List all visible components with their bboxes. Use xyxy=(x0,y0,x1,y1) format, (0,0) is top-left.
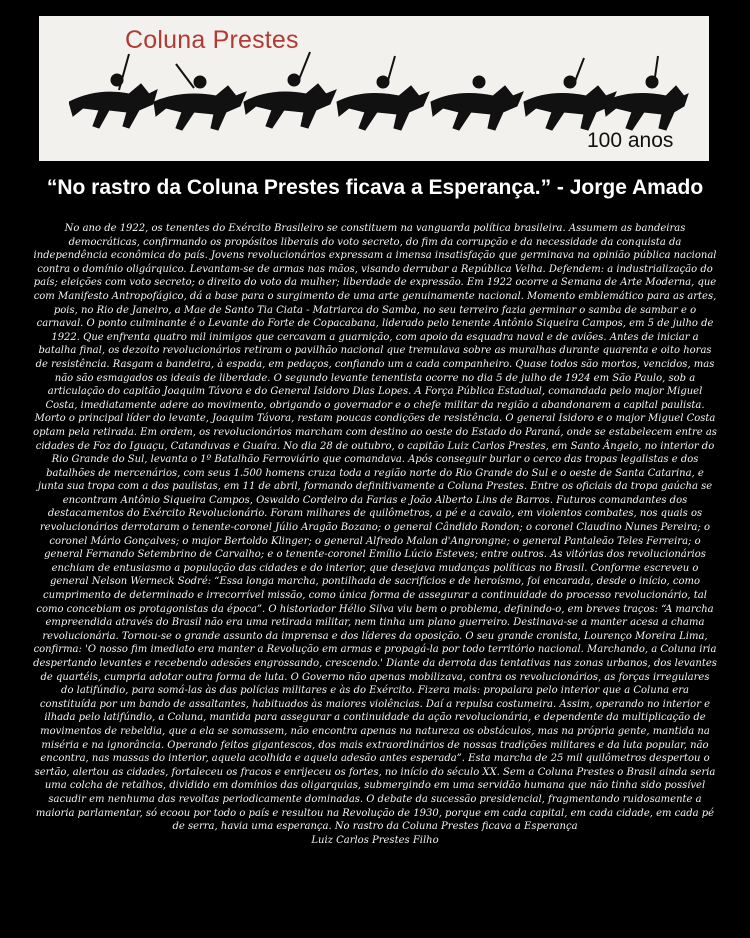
banner-subtitle: 100 anos xyxy=(587,129,674,152)
rider-4 xyxy=(337,56,429,130)
rider-3 xyxy=(244,52,336,128)
banner xyxy=(39,16,709,161)
rider-1 xyxy=(69,54,157,128)
rider-2 xyxy=(154,64,246,130)
author-signature: Luiz Carlos Prestes Filho xyxy=(311,834,439,846)
banner-title: Coluna Prestes xyxy=(125,26,299,54)
rider-6 xyxy=(524,58,616,130)
article-text: No ano de 1922, os tenentes do Exército Brasileiro se constituem na vanguarda política brasileira. Assumem as bandeiras democráticas, confirmando os propósitos liberais do voto secreto, do fim da corrupção e da necessidade da conquista da independência econômica do país. Jovens revolucionários expressam a imensa insatisfação que germinava na opinião pública nacional contra o domínio oligárquico. Levantam-se de armas nas mãos, visando derrubar a República Velha. Defendem: a industrialização do país; eleições com voto secreto; o direito do voto da mulher; liberdade de expressão. Em 1922 ocorre a Semana de Arte Moderna, que com Manifesto Antropofágico, dá a base para o surgimento de uma arte genuinamente nacional. Momento emblemático para as artes, pois, no Rio de Janeiro, a Mae de Santo Tia Ciata - Matriarca do Samba, no seu terreiro fazia germinar o samba de sambar e o carnaval. O ponto culminante é o Levante do Forte de Copacabana, liderado pelo tenente Antônio Siqueira Campos, em 5 de julho de 1922. Que enfrenta quatro mil inimigos que cercavam a guarnição, com apoio da esquadra naval e de aviões. Antes de iniciar a batalha final, os dezoito revolucionários retiram o pavilhão nacional que tremulava sobre as muralhas durante quarenta e oito horas de resistência. Rasgam a bandeira, à espada, em pedaços, confiando um a cada companheiro. Quase todos são mortos, vencidos, mas não são esmagados os ideais de liberdade. O segundo levante tenentista ocorre no dia 5 de julho de 1924 em São Paulo, sob a articulação do capitão Joaquim Távora e do General Isidoro Dias Lopes. A Força Pública Estadual, comandada pelo major Miguel Costa, imediatamente adere ao movimento, obrigando o governador e o chefe militar da região a abandonarem a capital paulista. Morto o principal líder do levante, Joaquim Távora, restam poucas condições de resistência. O general Isidoro e o major Miguel Costa optam pela retirada. Em ordem, os revolucionários marcham com destino ao oeste do Estado do Paraná, onde se estabelecem entre as cidades de Foz do Iguaçu, Catanduvas e Guaíra. No dia 28 de outubro, o capitão Luiz Carlos Prestes, em Santo Ângelo, no interior do Rio Grande do Sul, levanta o 1º Batalhão Ferroviário que comandava. Após conseguir burlar o cerco das tropas legalistas e dos batalhões de mercenários, com seus 1.500 homens cruza toda a região norte do Rio Grande do Sul e o oeste de Santa Catarina, e junta sua tropa com a dos paulistas, em 11 de abril, formando definitivamente a Coluna Prestes. Entre os oficiais da tropa gaúcha se encontram Antônio Siqueira Campos, Oswaldo Cordeiro da Farias e João Alberto Lins de Barros. Futuros comandantes dos destacamentos do Exército Revolucionário. Foram milhares de quilômetros, a pé e a cavalo, em violentos combates, nos quais os revolucionários derrotaram o tenente-coronel Júlio Aragão Bozano; o general Cândido Rondon; o coronel Claudino Nunes Pereira; o coronel Mário Gonçalves; o major Bertoldo Klinger; o general Alfredo Malan d'Angrongne; o general Pantaleão Teles Ferreira; o general Fernando Setembrino de Carvalho; e o tenente-coronel Emílio Lúcio Esteves; entre outros. As vitórias dos revolucionários enchiam de entusiasmo a população das cidades e do interior, que desejava mudanças políticas no Brasil. Conforme escreveu o general Nelson Werneck Sodré: “Essa longa marcha, pontilhada de sacrifícios e de heroísmo, foi encarada, desde o início, como cumprimento de determinado e irrecorrível missão, como única forma de assegurar a continuidade do processo revolucionário, tal como concebiam os protagonistas da época”. O historiador Hélio Silva viu bem o problema, definindo-o, em breves traços: “A marcha empreendida através do Brasil não era uma retirada militar, nem tinha um plano guerreiro. Destinava-se a manter acesa a chama revolucionária. Tornou-se o grande assunto da imprensa e dos líderes da oposição. O seu grande cronista, Lourenço Moreira Lima, confirma: 'O nosso fim imediato era manter a Revolução em armas e propagá-la por todo território nacional. Marchando, a Coluna iria despertando levantes e recebendo adesões engrossando, crescendo.' Diante da derrota das tentativas nas zonas urbanos, dos levantes de quartéis, cumpria adotar outra forma de luta. O Governo não apenas mobilizava, contra os revolucionários, as forças irregulares do latifúndio, para somá-las às das polícias militares e às do Exército. Fizera mais: propalara pelo interior que a Coluna era constituída por um bando de assaltantes, habituados às maiores violências. Daí a repulsa costumeira. Assim, operando no interior e ilhada pelo latifúndio, a Coluna, mantida para assegurar a continuidade da ação revolucionária, e dependente da multiplicação de movimentos de rebeldia, que a ela se somassem, não encontra apenas na natureza os obstáculos, mas na própria gente, mantida na miséria e na ignorância. Operando feitos gigantescos, dos mais extraordinários de nossas tradições militares e da luta popular, não encontra, nas massas do interior, aquela acolhida e aquela adesão antes esperada”. Esta marcha de 25 mil quilômetros despertou o sertão, alertou as cidades, fortaleceu os fracos e enrijeceu os fortes, no início do século XX. Sem a Coluna Prestes o Brasil ainda seria uma colcha de retalhos, dividido em domínios das oligarquias, submergindo em uma servidão humana que não tinha sido possível sacudir em nenhuma das revoltas periodicamente dominadas. O debate da sucessão presidencial, fragmentando ruidosamente a maioria parlamentar, só ecoou por todo o país e resultou na Revolução de 1930, porque em cada capital, em cada cidade, em cada pé de serra, havia uma esperança. No rastro da Coluna Prestes ficava a Esperança xyxy=(33,223,717,833)
rider-5 xyxy=(431,76,523,130)
rider-7 xyxy=(604,56,688,130)
article-body xyxy=(33,222,717,847)
headline-quote: “No rastro da Coluna Prestes ficava a Esperança.” - Jorge Amado xyxy=(46,176,704,199)
horse-riders-icon xyxy=(69,44,689,134)
